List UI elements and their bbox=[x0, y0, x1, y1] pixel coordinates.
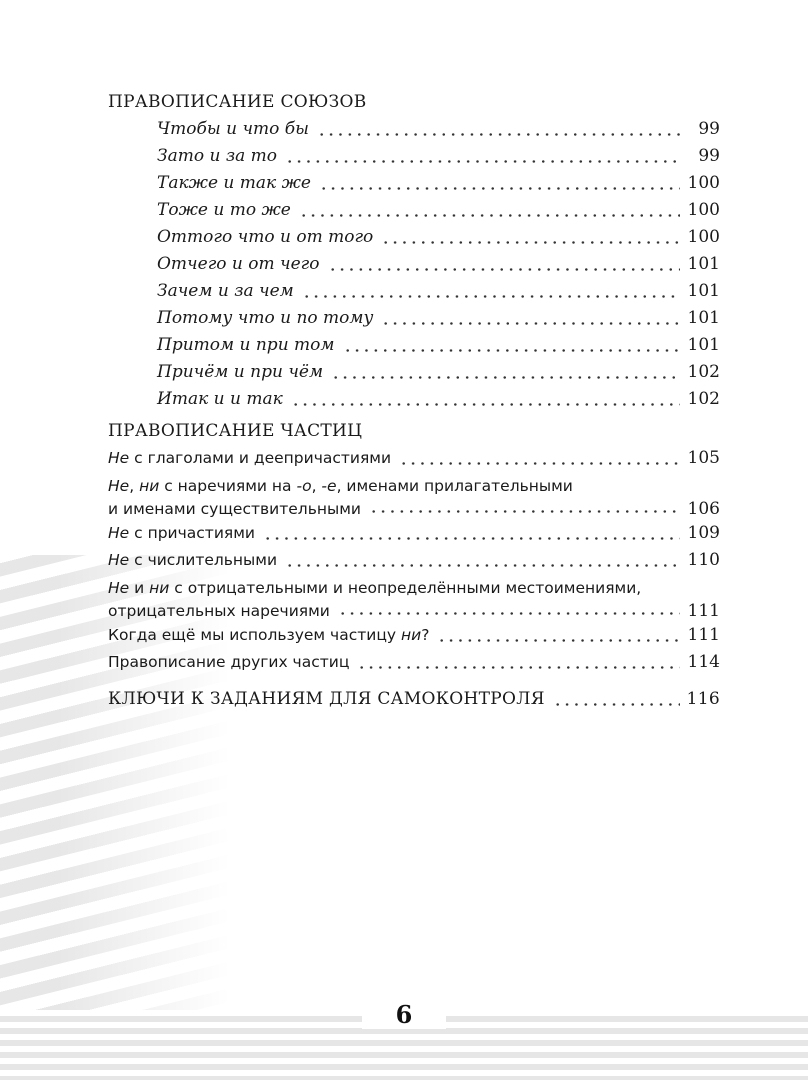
toc-entry-page: 100 bbox=[687, 227, 720, 247]
toc-entry-title: Оттого что и от того bbox=[157, 227, 374, 247]
toc-entry[interactable] bbox=[108, 476, 720, 520]
section-title-particles: ПРАВОПИСАНИЕ ЧАСТИЦ bbox=[108, 421, 363, 441]
toc-entry-title-continued: отрицательных наречиями bbox=[108, 602, 330, 620]
toc-entry-title-continued: и именами существительными bbox=[108, 500, 361, 518]
toc-entry-page: 111 bbox=[687, 601, 720, 621]
toc-entry[interactable] bbox=[108, 197, 720, 224]
page-number: 6 bbox=[0, 1000, 808, 1029]
dot-leader bbox=[328, 254, 681, 272]
toc-entry-title: Когда ещё мы используем частицу ни? bbox=[108, 626, 430, 644]
toc-entry[interactable] bbox=[108, 278, 720, 305]
dot-leader bbox=[357, 652, 680, 670]
toc-entry-page: 102 bbox=[687, 389, 720, 409]
toc-entry-title: Правописание других частиц bbox=[108, 653, 350, 671]
dot-leader bbox=[399, 448, 680, 466]
dot-leader bbox=[319, 173, 680, 191]
toc-entry-page: 101 bbox=[687, 308, 720, 328]
toc-entry-page: 101 bbox=[687, 254, 720, 274]
dot-leader bbox=[263, 523, 680, 541]
dot-leader bbox=[343, 335, 681, 353]
toc-entry[interactable] bbox=[108, 359, 720, 386]
toc-entry[interactable] bbox=[108, 649, 720, 676]
toc-entry[interactable] bbox=[108, 251, 720, 278]
toc-entry-page: 100 bbox=[687, 173, 720, 193]
toc-entry-page: 101 bbox=[687, 335, 720, 355]
toc-entry-page: 105 bbox=[687, 448, 720, 468]
toc-entry-page: 102 bbox=[687, 362, 720, 382]
toc-entry-title: Не и ни с отрицательными и неопределёнными местоимениями, bbox=[108, 579, 642, 597]
toc-entry-title: Итак и и так bbox=[157, 389, 283, 409]
dot-leader bbox=[369, 496, 680, 514]
toc-entry[interactable] bbox=[108, 224, 720, 251]
toc-entry-keys[interactable] bbox=[108, 686, 720, 713]
toc-entry-title: Не с глаголами и деепричастиями bbox=[108, 449, 392, 467]
toc-entry-title: Не с числительными bbox=[108, 551, 278, 569]
toc-entry[interactable] bbox=[108, 622, 720, 649]
toc-entry-page: 111 bbox=[687, 625, 720, 645]
toc-entry-page: 116 bbox=[686, 689, 720, 709]
dot-leader bbox=[381, 227, 680, 245]
section-title-conjunctions: ПРАВОПИСАНИЕ СОЮЗОВ bbox=[108, 92, 367, 112]
dot-leader bbox=[299, 200, 680, 218]
toc-entry[interactable] bbox=[108, 578, 720, 622]
toc-entry[interactable] bbox=[108, 520, 720, 547]
toc-entry[interactable] bbox=[108, 547, 720, 574]
table-of-contents bbox=[108, 92, 720, 713]
dot-leader bbox=[553, 689, 680, 707]
toc-entry-page: 100 bbox=[687, 200, 720, 220]
toc-entry-title: Зато и за то bbox=[157, 146, 278, 166]
dot-leader bbox=[437, 625, 680, 643]
toc-entry-title: Не, ни с наречиями на -о, -е, именами прилагательными bbox=[108, 477, 573, 495]
toc-entry-page: 114 bbox=[687, 652, 720, 672]
toc-entry-page: 109 bbox=[687, 523, 720, 543]
toc-entry-title: Не с причастиями bbox=[108, 524, 255, 542]
toc-entry-title: Причём и при чём bbox=[157, 362, 324, 382]
toc-entry-page: 106 bbox=[687, 499, 720, 519]
toc-entry-title: Потому что и по тому bbox=[157, 308, 374, 328]
toc-entry-title: Также и так же bbox=[157, 173, 311, 193]
dot-leader bbox=[291, 389, 680, 407]
toc-entry-page: 110 bbox=[687, 550, 720, 570]
toc-entry-page: 99 bbox=[698, 146, 720, 166]
dot-leader bbox=[381, 308, 680, 326]
toc-entry-title: Отчего и от чего bbox=[157, 254, 320, 274]
toc-entry[interactable] bbox=[108, 445, 720, 472]
dot-leader bbox=[338, 598, 680, 616]
toc-entry[interactable] bbox=[108, 332, 720, 359]
toc-entry-title: КЛЮЧИ К ЗАДАНИЯМ ДЛЯ САМОКОНТРОЛЯ bbox=[108, 689, 545, 709]
toc-entry-title: Тоже и то же bbox=[157, 200, 291, 220]
dot-leader bbox=[285, 146, 680, 164]
toc-entry-page: 99 bbox=[698, 119, 720, 139]
toc-entry[interactable] bbox=[108, 386, 720, 413]
toc-entry[interactable] bbox=[108, 170, 720, 197]
toc-entry-title: Притом и при том bbox=[157, 335, 335, 355]
toc-entry-title: Чтобы и что бы bbox=[157, 119, 310, 139]
dot-leader bbox=[302, 281, 680, 299]
dot-leader bbox=[317, 119, 680, 137]
dot-leader bbox=[285, 550, 680, 568]
toc-entry[interactable] bbox=[108, 143, 720, 170]
toc-entry[interactable] bbox=[108, 305, 720, 332]
toc-entry-title: Зачем и за чем bbox=[157, 281, 294, 301]
toc-entry[interactable] bbox=[108, 116, 720, 143]
dot-leader bbox=[331, 362, 680, 380]
toc-entry-page: 101 bbox=[687, 281, 720, 301]
